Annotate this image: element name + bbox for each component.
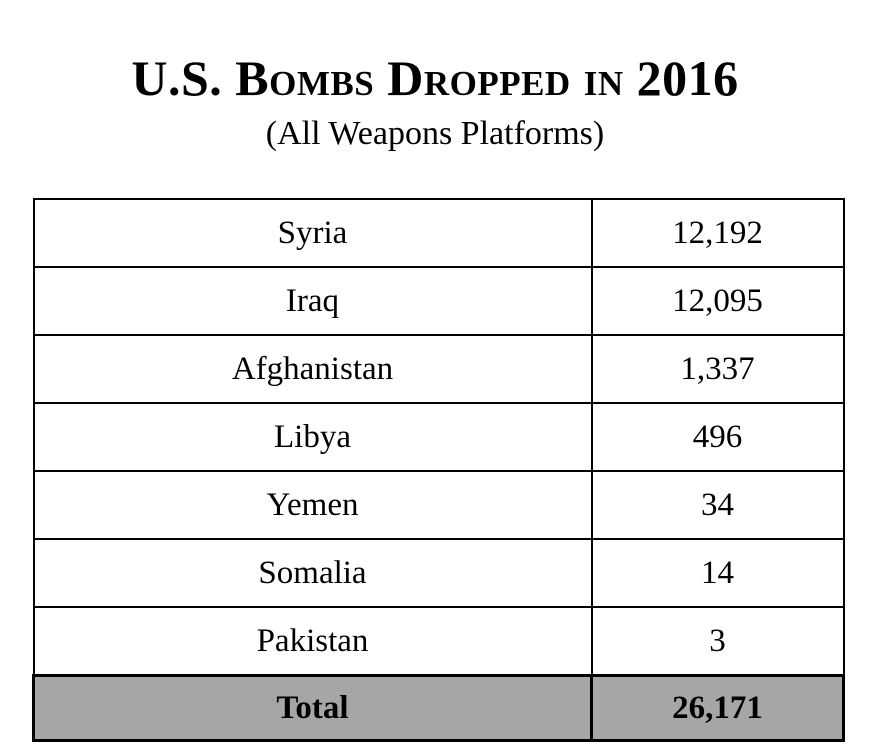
bombs-dropped-table [32, 198, 845, 742]
table-row [34, 403, 844, 471]
row-country-label: Libya [34, 403, 592, 471]
table-row [34, 539, 844, 607]
row-value: 3 [592, 607, 844, 676]
bombs-table-container [32, 198, 838, 742]
table-body [34, 199, 844, 741]
page-title: U.S. Bombs Dropped in 2016 [131, 50, 739, 106]
table-row [34, 335, 844, 403]
total-value: 26,171 [592, 676, 844, 741]
row-value: 12,192 [592, 199, 844, 267]
row-value: 1,337 [592, 335, 844, 403]
table-row [34, 607, 844, 676]
row-value: 34 [592, 471, 844, 539]
table-row [34, 471, 844, 539]
page-subtitle: (All Weapons Platforms) [265, 114, 605, 152]
table-total-row [34, 676, 844, 741]
row-country-label: Syria [34, 199, 592, 267]
row-country-label: Iraq [34, 267, 592, 335]
row-country-label: Yemen [34, 471, 592, 539]
row-country-label: Afghanistan [34, 335, 592, 403]
table-row [34, 199, 844, 267]
row-country-label: Pakistan [34, 607, 592, 676]
row-value: 496 [592, 403, 844, 471]
table-row [34, 267, 844, 335]
row-country-label: Somalia [34, 539, 592, 607]
row-value: 14 [592, 539, 844, 607]
total-label: Total [34, 676, 592, 741]
row-value: 12,095 [592, 267, 844, 335]
